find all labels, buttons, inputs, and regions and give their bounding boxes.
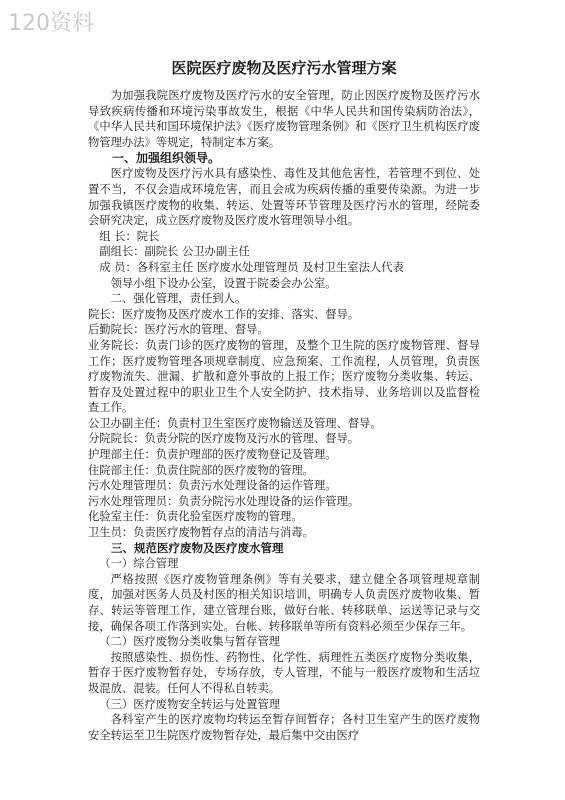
subsection-heading: （二）医疗废物分类收集与暂存管理: [99, 635, 281, 649]
members-line: 成 员：各科室主任 医疗废水处理管理员 及村卫生室法人代表: [99, 260, 404, 274]
subsection-heading: （一）综合管理: [99, 557, 179, 571]
leader-line: 组 长：院长: [99, 229, 160, 243]
document-body: [88, 58, 480, 743]
duty-line: 住院部主任：负责住院部的医疗废物的管理。: [88, 463, 314, 477]
subsection-paragraph: 严格按照《医疗废物管理条例》等有关要求，建立健全各项管理规章制度，加强对医务人员及村医的相关知识培训，明确专人负责医疗废物收集、暂存、转运等管理工作，建立管理台账，做好台帐、转移联单、运送等记录与交接，确保各项工作落到实处。台帐、转移联单等所有资料必须至少保存三年。: [88, 572, 480, 633]
deputy-line: 副组长：副院长 公卫办副主任: [99, 245, 250, 259]
duty-line: 护理部主任：负责护理部的医疗废物登记及管理。: [88, 448, 337, 462]
office-line: 领导小组下设办公室，设置于院委会办公室。: [110, 276, 337, 290]
subsection-paragraph: 按照感染性、损伤性、药物性、化学性、病理性五类医疗废物分类收集，暂存于医疗废物暂存处，专场存放，专人管理，不能与一般医疗废物和生活垃圾混放、混装。任何人不得私自转卖。: [88, 650, 480, 695]
page-title: 医院医疗废物及医疗污水管理方案: [171, 59, 397, 77]
subsection-heading: （三）医疗废物安全转运与处置管理: [99, 697, 281, 711]
subsection-paragraph: 各科室产生的医疗废物均转运至暂存间暂存；各村卫生室产生的医疗废物安全转运至卫生院医疗废物暂存处，最后集中交由医疗: [88, 713, 480, 742]
duty-line: 分院院长：负责分院的医疗废物及污水的管理、督导。: [88, 432, 360, 446]
duty-line: 化验室主任：负责化验室医疗废物的管理。: [88, 510, 303, 524]
duty-line: 后勤院长：医疗污水的管理、督导。: [88, 323, 269, 337]
intro-paragraph: 为加强我院医疗废物及医疗污水的安全管理，防止因医疗废物及医疗污水导致疾病传播和环境污染事故发生，根据《中华人民共和国传染病防治法》，《中华人民共和国环境保护法》《医疗废物管理条例》和《医疗卫生机构医疗废物管理办法》等规定，特制定本方案。: [88, 89, 480, 149]
duty-line: 污水处理管理员：负责污水处理设备的运作管理。: [88, 479, 337, 493]
duty-line: 业务院长：负责门诊的医疗废物的管理，及整个卫生院的医疗废物管理、督导工作；医疗废物管理各项规章制度、应急预案、工作流程，人员管理，负责医疗废物流失、泄漏、扩散和意外事故的上报工作；医疗废物分类收集、转运、暂存及处置过程中的职业卫生个人安全防护、技术指导、业务培训以及监督检查工作。: [88, 338, 480, 415]
duty-line: 公卫办副主任：负责村卫生室医疗废物输送及管理、督导。: [88, 416, 382, 430]
section1-paragraph: 医疗废物及医疗污水具有感染性、毒性及其他危害性，若管理不到位、处置不当，不仅会造成环境危害，而且会成为疾病传播的重要传染源。为进一步加强我镇医疗废物的收集、转运、处置等环节管理及医疗污水的管理，经院委会研究决定，成立医疗废物及医疗废水管理领导小组。: [88, 167, 480, 228]
section3-heading: 三、规范医疗废物及医疗废水管理: [111, 540, 284, 555]
duty-line: 卫生员：负责医疗废物暂存点的清洁与消毒。: [88, 526, 314, 540]
section1-heading: 一、加强组织领导。: [112, 151, 221, 166]
duty-line: 污水处理管理员：负责分院污水处理设备的运作管理。: [88, 494, 360, 508]
duty-line: 院长：医疗废物及医疗废水工作的安排、落实、督导。: [88, 307, 360, 321]
section2-heading: 二、强化管理，责任到人。: [110, 292, 247, 306]
watermark: 120资料: [8, 11, 94, 36]
